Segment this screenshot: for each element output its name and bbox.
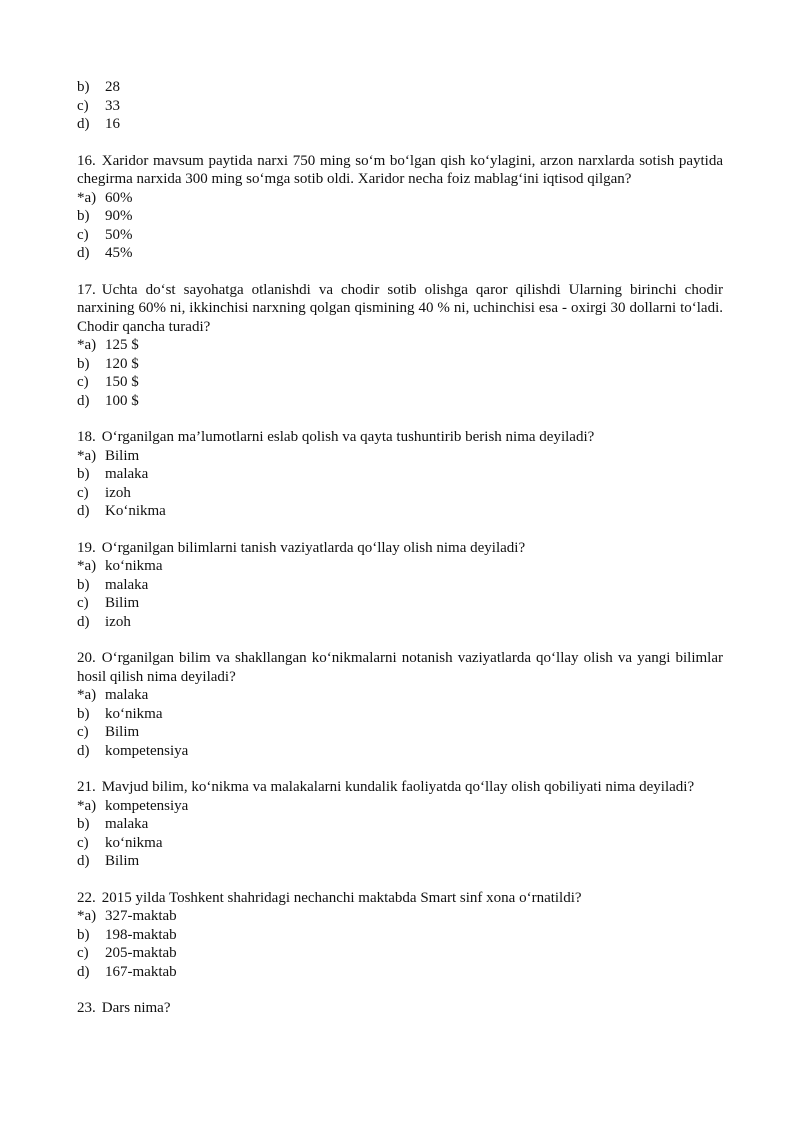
question-text [77,428,723,447]
option-letter: b) [77,576,90,593]
question-text [77,778,723,797]
question-text [77,539,723,558]
option-letter: d) [77,853,90,869]
question-number: 19. [77,539,96,556]
option-text: 33 [105,97,120,114]
question-text [77,889,723,908]
option-text: 205-maktab [105,945,177,961]
option-letter: *a) [77,337,97,353]
option-text: 327-maktab [105,908,177,924]
option [77,797,723,816]
option-text: 167-maktab [105,963,177,980]
option-letter: c) [77,724,89,740]
option-text: malaka [105,466,149,482]
option [77,115,723,134]
question-19 [77,539,723,632]
option-text: malaka [105,687,149,703]
option-letter: *a) [77,558,97,574]
option-text: 16 [105,116,120,132]
option-letter: b) [77,208,90,224]
option-letter: b) [77,466,90,482]
option-letter: d) [77,963,90,980]
option [77,963,723,982]
option-text: malaka [105,816,149,832]
question-number: 23. [77,1000,96,1016]
option-text: ko‘nikma [105,834,163,851]
option-text: 150 $ [105,374,139,390]
option-letter: c) [77,226,89,243]
option [77,392,723,411]
option [77,244,723,263]
option-letter: d) [77,613,90,630]
option-text: 100 $ [105,392,139,409]
question-number: 22. [77,889,96,906]
question-17 [77,281,723,411]
option-letter: c) [77,834,89,851]
option-letter: c) [77,595,89,611]
option [77,465,723,484]
previous-question-options [77,78,723,134]
option [77,97,723,116]
question-body: 2015 yilda Toshkent shahridagi nechanchi maktabda Smart sinf xona o‘rnatildi? [101,889,582,906]
question-body: O‘rganilgan bilimlarni tanish vaziyatlarda qo‘llay olish nima deyiladi? [101,539,526,556]
option [77,907,723,926]
question-text [77,281,723,337]
question-body: Dars nima? [101,1000,171,1016]
option [77,594,723,613]
option [77,705,723,724]
option-letter: c) [77,97,89,114]
option [77,815,723,834]
question-number: 21. [77,779,96,795]
option [77,926,723,945]
option [77,834,723,853]
option-letter: b) [77,816,90,832]
question-number: 17. [77,281,96,298]
option [77,723,723,742]
option [77,189,723,208]
option-text: malaka [105,576,149,593]
option-text: Ko‘nikma [105,503,166,519]
option [77,686,723,705]
option-text: kompetensiya [105,742,189,759]
question-body: Mavjud bilim, ko‘nikma va malakalarni kundalik faoliyatda qo‘llay olish qobiliyati nima deyiladi? [101,779,695,795]
option [77,226,723,245]
option-letter: d) [77,392,90,409]
option-text: Bilim [105,447,140,464]
option-letter: *a) [77,797,97,814]
question-text [77,649,723,686]
option-letter: *a) [77,447,97,464]
option-text: Bilim [105,595,140,611]
option-text: 90% [105,208,133,224]
option-letter: d) [77,116,90,132]
option-letter: b) [77,79,90,95]
option-letter: d) [77,245,90,261]
question-body: O‘rganilgan bilim va shakllangan ko‘nikmalarni notanish vaziyatlarda qo‘llay olish va yangi bilimlar hosil qilish nima deyiladi? [77,650,723,685]
option-letter: b) [77,355,90,372]
question-text [77,999,723,1018]
option-text: Bilim [105,724,140,740]
option [77,447,723,466]
option [77,336,723,355]
question-18 [77,428,723,521]
option [77,742,723,761]
option-text: izoh [105,484,131,501]
option-text: kompetensiya [105,797,189,814]
question-23 [77,999,723,1018]
option [77,355,723,374]
option-letter: c) [77,945,89,961]
option-text: 120 $ [105,355,139,372]
option [77,557,723,576]
question-number: 18. [77,429,96,445]
question-20 [77,649,723,760]
option-text: 198-maktab [105,926,177,943]
question-body: Uchta do‘st sayohatga otlanishdi va chodir sotib olishga qaror qilishdi Ularning birinchi chodir narxining 60% ni, ikkinchisi narxning qolgan qismining 40 % ni, uchinchisi esa - oxirgi 30 dollarni to‘ladi. Chodir qancha turadi? [77,281,723,335]
option-text: 50% [105,226,133,243]
option-text: 60% [105,189,133,206]
question-22 [77,889,723,982]
question-body: O‘rganilgan ma’lumotlarni eslab qolish va qayta tushuntirib berish nima deyiladi? [101,429,595,445]
option-text: 45% [105,245,133,261]
question-16 [77,152,723,263]
option [77,944,723,963]
option-text: ko‘nikma [105,705,163,722]
question-number: 20. [77,650,96,666]
option-letter: c) [77,374,89,390]
option [77,576,723,595]
option [77,613,723,632]
option [77,852,723,871]
option [77,207,723,226]
option-text: Bilim [105,853,140,869]
option-letter: *a) [77,189,97,206]
option [77,78,723,97]
option-text: ko‘nikma [105,558,163,574]
option-letter: d) [77,742,90,759]
option-letter: *a) [77,687,97,703]
option-text: 28 [105,79,120,95]
question-body: Xaridor mavsum paytida narxi 750 ming so‘m bo‘lgan qish ko‘ylagini, arzon narxlarda sotish paytida chegirma narxida 300 ming so‘mga sotib oldi. Xaridor necha foiz mablag‘ini iqtisod qilgan? [77,152,723,187]
option-letter: b) [77,705,90,722]
option-letter: *a) [77,908,97,924]
option [77,484,723,503]
option-text: izoh [105,613,131,630]
option-letter: c) [77,484,89,501]
question-number: 16. [77,152,96,169]
option-text: 125 $ [105,337,139,353]
option-letter: d) [77,503,90,519]
option [77,502,723,521]
option [77,373,723,392]
option-letter: b) [77,926,90,943]
question-text [77,152,723,189]
question-21 [77,778,723,871]
